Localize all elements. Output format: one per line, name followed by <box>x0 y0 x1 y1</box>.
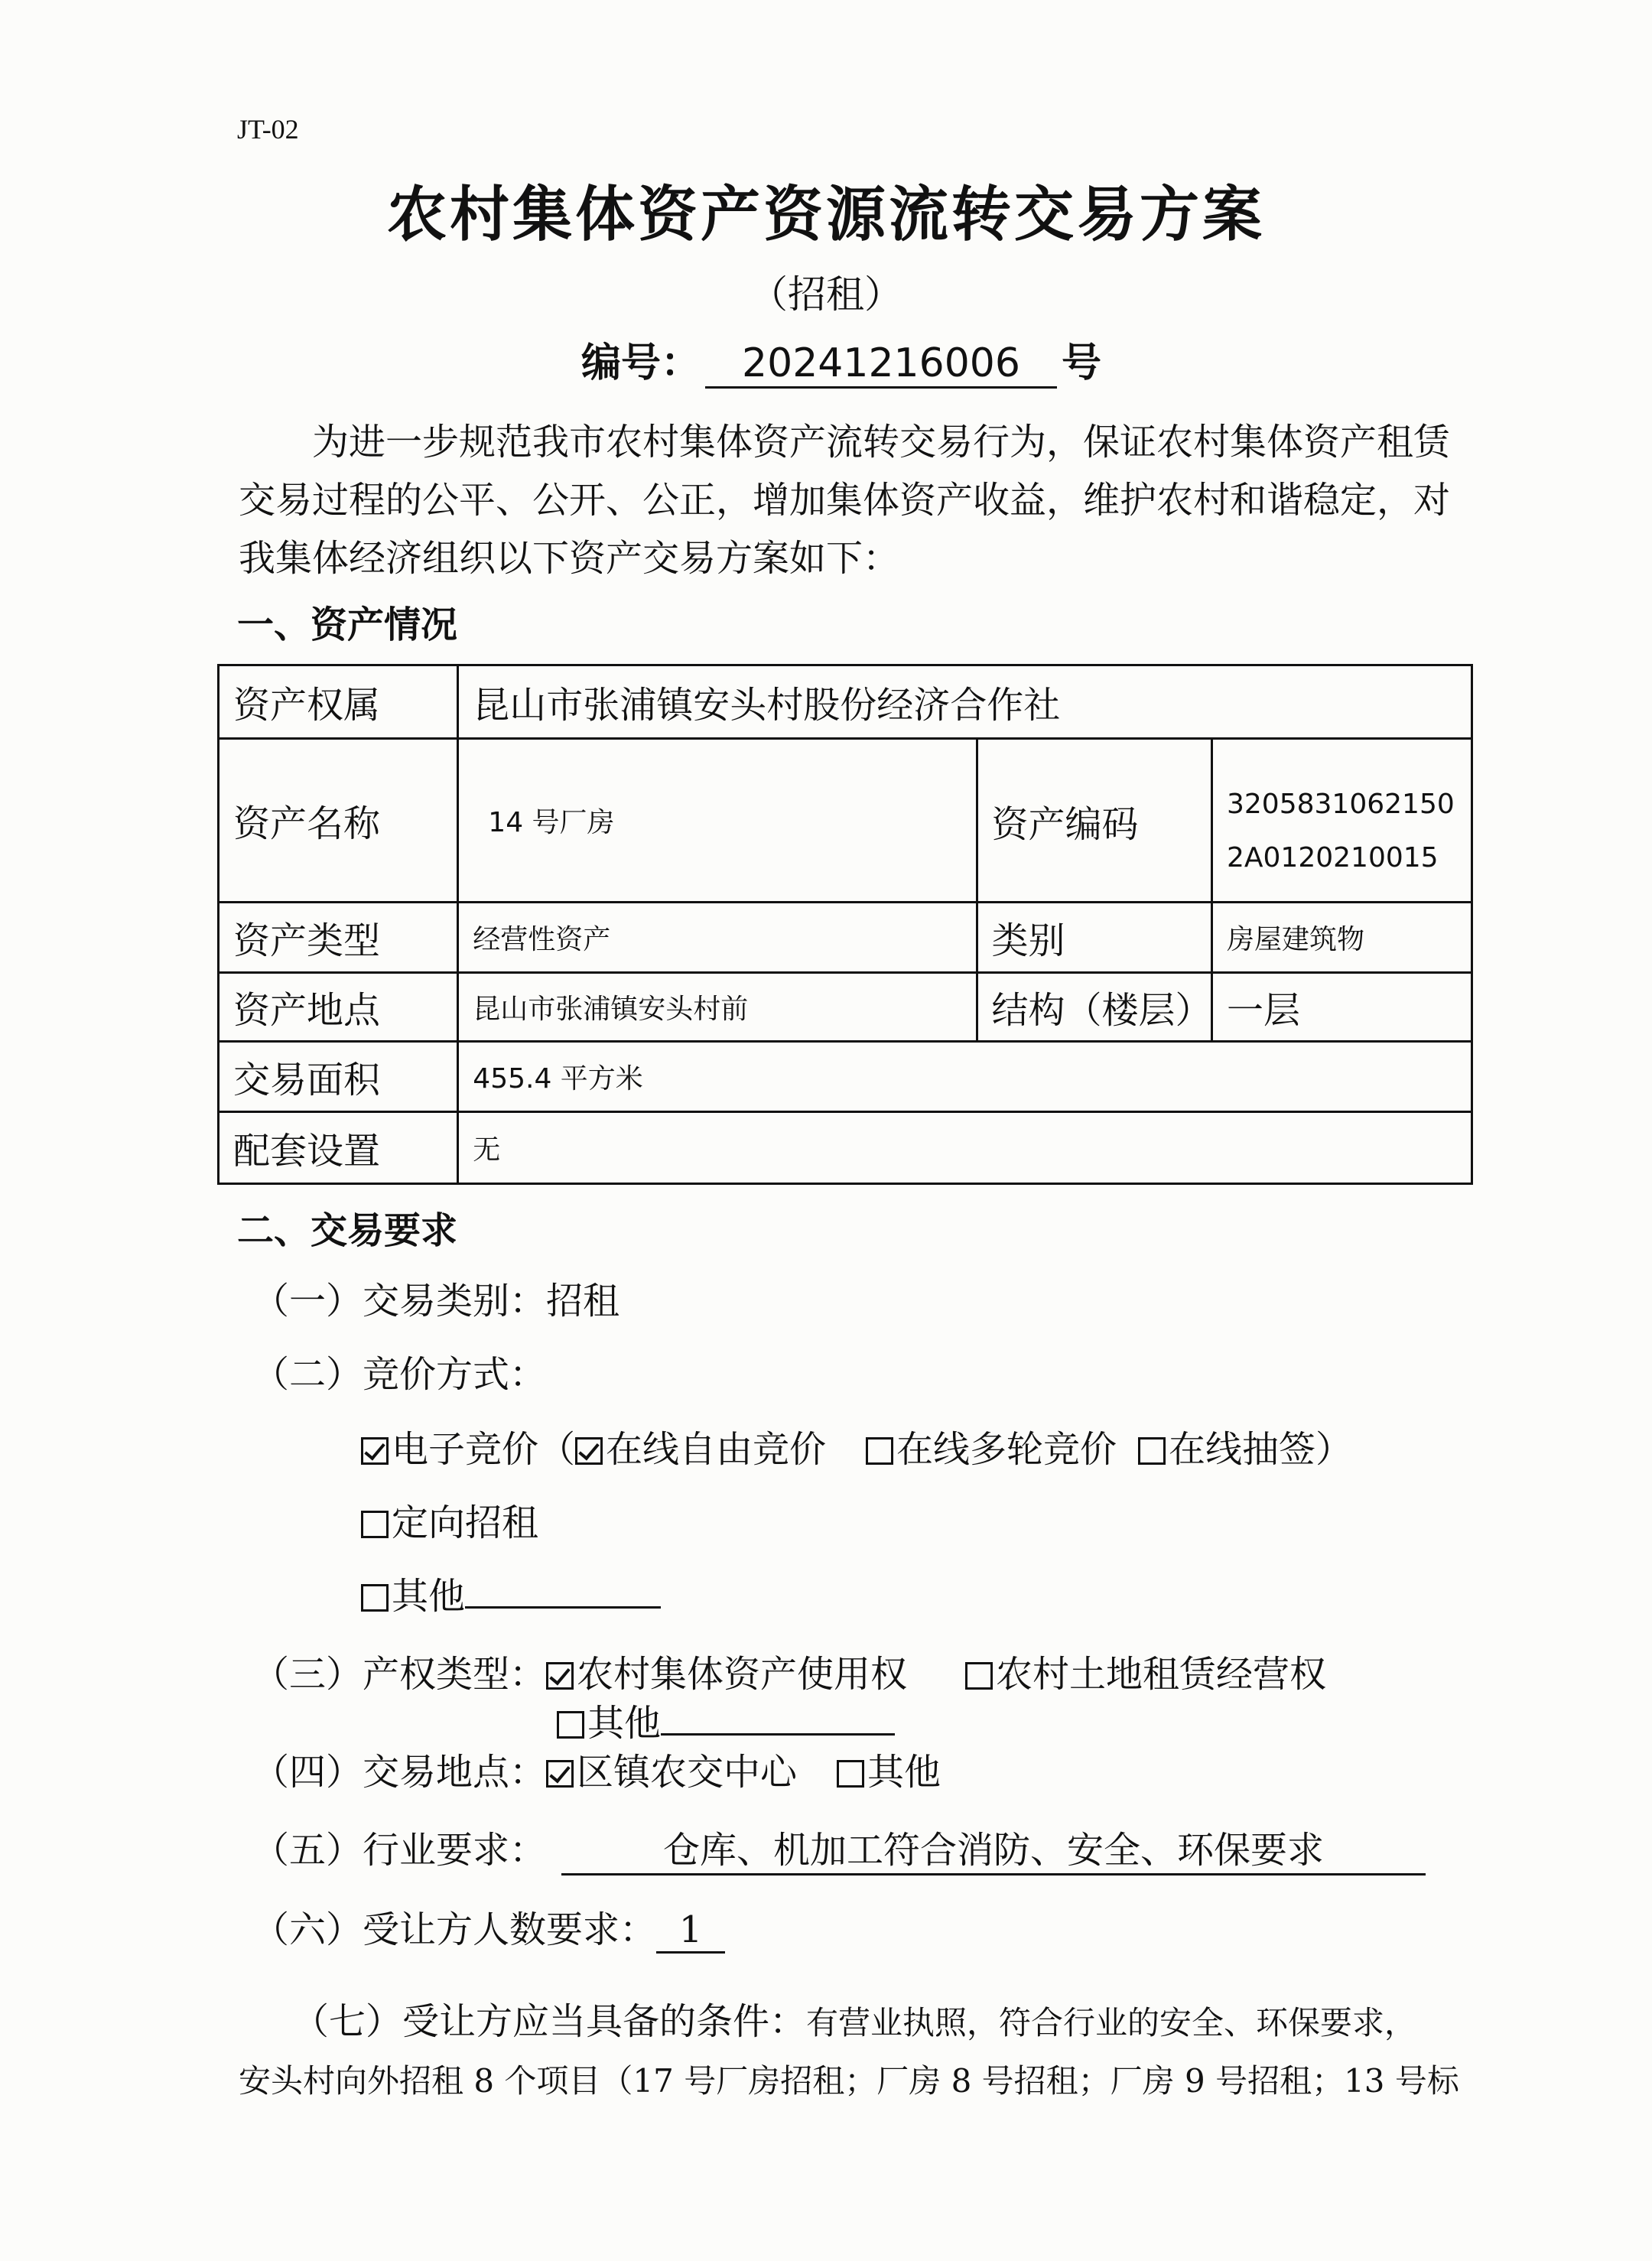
asset-code-label: 资产编码 <box>977 739 1211 903</box>
other-blank-line[interactable] <box>465 1605 661 1609</box>
item6-value: 1 <box>656 1908 725 1954</box>
structure-value: 一层 <box>1212 973 1472 1042</box>
item1-value: 招租 <box>546 1280 620 1322</box>
opt-lottery-label: 在线抽签） <box>1169 1428 1353 1471</box>
page-title: 农村集体资产资源流转交易方案 <box>386 180 1265 249</box>
item3 <box>252 1645 1326 1697</box>
asset-code-value <box>1212 739 1472 903</box>
item2-options-row3 <box>361 1566 661 1619</box>
ownership-label: 资产权属 <box>219 665 458 739</box>
item2-options-row2 <box>361 1493 538 1546</box>
item4-label: （四）交易地点： <box>252 1751 547 1794</box>
item4 <box>252 1742 941 1795</box>
opt-use-label: 农村集体资产使用权 <box>577 1653 908 1696</box>
asset-type-value: 经营性资产 <box>458 903 977 973</box>
location-value: 昆山市张浦镇安头村前 <box>458 973 977 1042</box>
item7-value: 有营业执照，符合行业的安全、环保要求， <box>806 2004 1417 2041</box>
opt-free-label: 在线自由竞价 <box>606 1428 827 1471</box>
opt-property-other-label: 其他 <box>587 1702 662 1745</box>
item1 <box>252 1271 620 1324</box>
table-row <box>219 903 1472 973</box>
category-value: 房屋建筑物 <box>1212 903 1472 973</box>
asset-code-line-2: 2A0120210015 <box>1227 841 1439 873</box>
opt-location-other-label: 其他 <box>867 1751 941 1794</box>
checkbox-other-bidding-icon[interactable] <box>361 1584 389 1612</box>
item6 <box>252 1900 725 1954</box>
asset-name-label: 资产名称 <box>219 739 458 903</box>
asset-code-line-1: 3205831062150 <box>1227 788 1455 820</box>
item7-label: （七）受让方应当具备的条件： <box>292 2000 807 2043</box>
item7 <box>292 1992 1416 2045</box>
intro-text: 为进一步规范我市农村集体资产流转交易行为，保证农村集体资产租赁交易过程的公平、公开、公正，增加集体资产收益，维护农村和谐稳定，对我集体经济组织以下资产交易方案如下： <box>239 421 1451 580</box>
checkbox-multi-round-icon[interactable] <box>866 1437 893 1465</box>
checkbox-collective-use-icon[interactable] <box>546 1662 574 1690</box>
table-row <box>219 1112 1472 1184</box>
checkbox-lottery-icon[interactable] <box>1138 1437 1166 1465</box>
facility-label: 配套设置 <box>219 1112 458 1184</box>
checkbox-free-bidding-icon[interactable] <box>575 1437 603 1465</box>
section1-heading: 一、资产情况 <box>237 603 458 646</box>
opt-center-label: 区镇农交中心 <box>577 1751 798 1794</box>
opt-multi-label: 在线多轮竞价 <box>896 1428 1117 1471</box>
checkbox-property-other-icon[interactable] <box>557 1711 584 1739</box>
page-subtitle: （招租） <box>750 272 902 317</box>
opt-land-label: 农村土地租赁经营权 <box>996 1653 1327 1696</box>
ownership-value: 昆山市张浦镇安头村股份经济合作社 <box>458 665 1472 739</box>
property-other-blank-line[interactable] <box>661 1732 895 1736</box>
document-code: JT-02 <box>237 114 299 145</box>
area-value: 455.4 平方米 <box>458 1042 1472 1112</box>
item1-label: （一）交易类别： <box>252 1280 547 1322</box>
item5-value: 仓库、机加工符合消防、安全、环保要求 <box>561 1820 1426 1875</box>
asset-name-value: 14 号厂房 <box>458 739 977 903</box>
section2-heading: 二、交易要求 <box>237 1209 458 1252</box>
item2-options-row1 <box>361 1420 1352 1472</box>
table-row <box>219 739 1472 903</box>
checkbox-electronic-icon[interactable] <box>361 1437 389 1465</box>
asset-type-label: 资产类型 <box>219 903 458 973</box>
opt-other-label: 其他 <box>392 1575 466 1618</box>
item3-other-row <box>557 1693 895 1746</box>
item3-label: （三）产权类型： <box>252 1653 547 1696</box>
table-row <box>219 1042 1472 1112</box>
opt-electronic-label: 电子竞价（ <box>392 1428 576 1471</box>
number-suffix: 号 <box>1062 340 1102 386</box>
item5-label: （五）行业要求： <box>252 1829 547 1872</box>
category-label: 类别 <box>977 903 1211 973</box>
checkbox-center-icon[interactable] <box>546 1760 574 1788</box>
checkbox-directed-icon[interactable] <box>361 1511 389 1538</box>
asset-table <box>217 664 1473 1185</box>
table-row <box>219 665 1472 739</box>
area-label: 交易面积 <box>219 1042 458 1112</box>
item5 <box>252 1820 1426 1875</box>
number-value: 20241216006 <box>705 340 1057 389</box>
item6-label: （六）受让方人数要求： <box>252 1908 657 1951</box>
location-label: 资产地点 <box>219 973 458 1042</box>
item2-label: （二）竞价方式： <box>252 1353 547 1396</box>
document-number <box>581 330 1101 389</box>
facility-value: 无 <box>458 1112 1472 1184</box>
opt-directed-label: 定向招租 <box>392 1501 539 1544</box>
item7-line2: 安头村向外招租 8 个项目（17 号厂房招租；厂房 8 号招租；厂房 9 号招租；13 号标 <box>239 2062 1459 2100</box>
checkbox-location-other-icon[interactable] <box>837 1760 864 1788</box>
table-row <box>219 973 1472 1042</box>
checkbox-land-lease-icon[interactable] <box>965 1662 993 1690</box>
intro-paragraph <box>239 413 1462 587</box>
structure-label: 结构（楼层） <box>977 973 1211 1042</box>
number-label: 编号： <box>581 340 701 386</box>
